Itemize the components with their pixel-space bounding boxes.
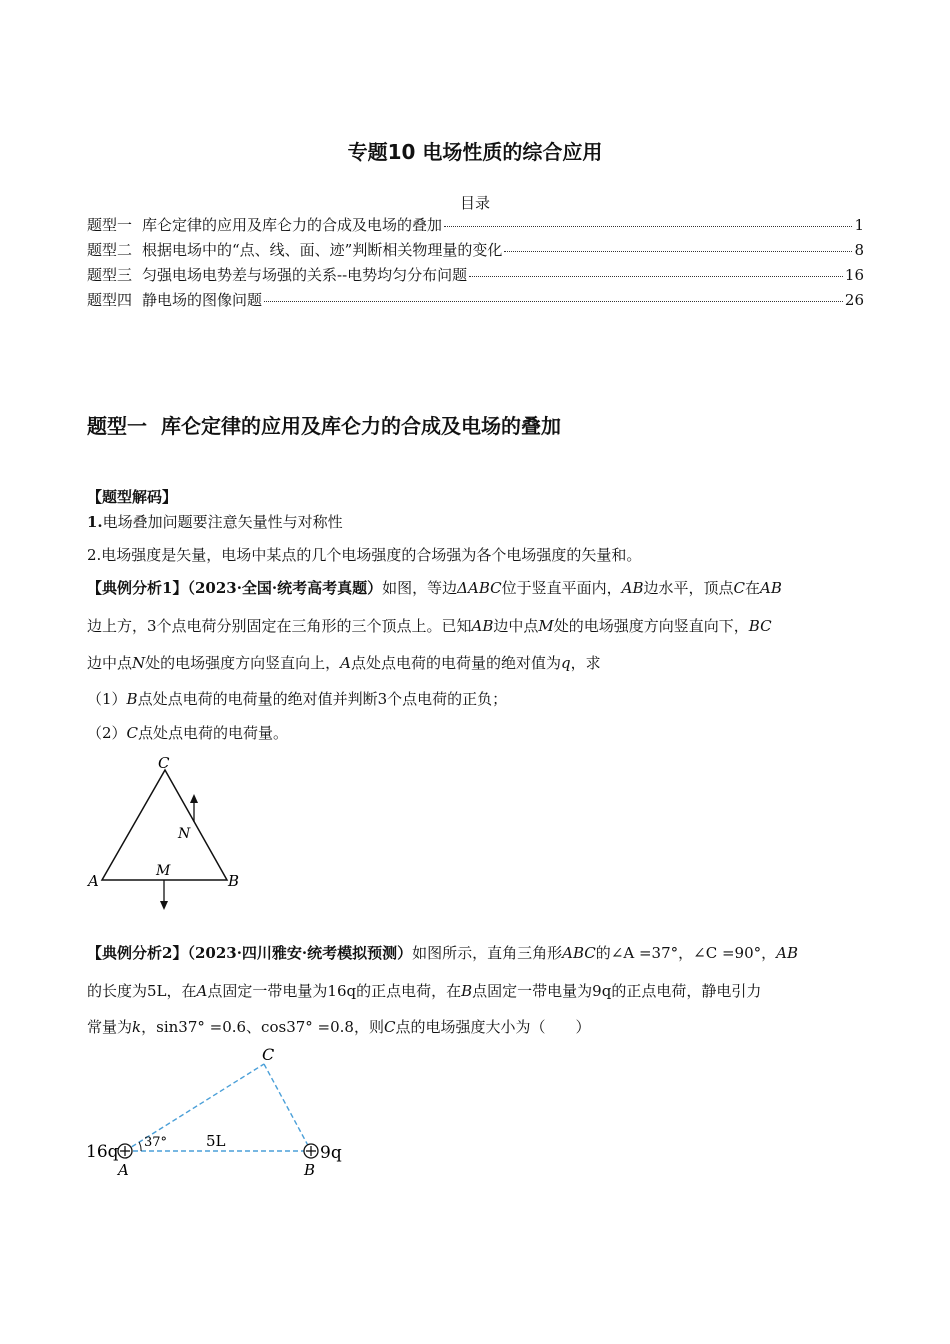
document-title: 专题10 电场性质的综合应用 <box>347 140 603 164</box>
toc-item[interactable] <box>87 264 864 289</box>
toc-leader <box>469 276 843 277</box>
toc-item-title: 根据电场中的“点、线、面、迹”判断相关物理量的变化 <box>142 241 503 259</box>
toc-leader <box>264 301 843 302</box>
angle-arc <box>139 1142 141 1151</box>
toc-item-type: 题型四 <box>87 291 133 309</box>
toc-item[interactable] <box>87 289 864 314</box>
decode-point-2: 2.电场强度是矢量，电场中某点的几个电场强度的合场强为各个电场强度的矢量和。 <box>87 546 642 564</box>
triangle-figure-1 <box>80 748 250 918</box>
toc-item[interactable] <box>87 239 864 264</box>
example2-line-1: 【典例分析2】（2023·四川雅安·统考模拟预测）如图所示，直角三角形ABC的∠A =37°，∠C =90°，AB <box>87 944 798 962</box>
toc-item[interactable] <box>87 214 864 239</box>
example1-line-3: 边中点N处的电场强度方向竖直向上，A点处点电荷的电荷量的绝对值为q，求 <box>87 654 601 672</box>
arrow-head-up <box>190 794 198 803</box>
toc-item-title: 库仑定律的应用及库仑力的合成及电场的叠加 <box>142 216 443 234</box>
point-label-m: M <box>156 863 171 879</box>
toc-item-page: 26 <box>844 291 864 309</box>
decode-heading: 【题型解码】 <box>87 488 178 506</box>
toc-item-title: 静电场的图像问题 <box>142 291 263 309</box>
section-title: 题型一 库仑定律的应用及库仑力的合成及电场的叠加 <box>87 414 561 438</box>
example1-question-2: （2）C点处点电荷的电荷量。 <box>87 724 289 742</box>
toc-item-type: 题型三 <box>87 266 133 284</box>
vertex-label-b: B <box>228 872 240 890</box>
side-cb <box>264 1064 311 1151</box>
example1-question-1: （1）B点处点电荷的电荷量的绝对值并判断3个点电荷的正负； <box>87 690 508 708</box>
toc-item-title: 匀强电场电势差与场强的关系--电势均匀分布问题 <box>142 266 468 284</box>
vertex-label-b: B <box>304 1161 316 1179</box>
vertex-label-c: C <box>158 754 170 772</box>
decode-point-1: 1.电场叠加问题要注意矢量性与对称性 <box>87 513 343 531</box>
toc-item-page: 16 <box>844 266 864 284</box>
example2-line-2: 的长度为5L，在A点固定一带电量为16q的正点电荷，在B点固定一带电量为9q的正点电荷，静电引力 <box>87 982 762 1000</box>
angle-label: 37° <box>144 1135 168 1150</box>
toc-heading: 目录 <box>459 194 490 212</box>
toc-item-page: 8 <box>854 241 864 259</box>
toc-item-type: 题型一 <box>87 216 133 234</box>
example1-line-2: 边上方，3个点电荷分别固定在三角形的三个顶点上。已知AB边中点M处的电场强度方向竖直向下，BC <box>87 617 772 635</box>
charge-label-a: 16q <box>86 1142 119 1162</box>
toc-item-type: 题型二 <box>87 241 133 259</box>
length-label: 5L <box>206 1132 226 1150</box>
triangle-figure-2 <box>80 1040 360 1180</box>
example2-line-3: 常量为k，sin37° =0.6、cos37° =0.8，则C点的电场强度大小为（ ） <box>87 1018 591 1036</box>
table-of-contents <box>87 214 864 314</box>
arrow-head-down <box>160 901 168 910</box>
vertex-label-a: A <box>88 872 99 890</box>
vertex-label-c: C <box>262 1045 275 1064</box>
vertex-label-a: A <box>118 1161 129 1179</box>
point-label-n: N <box>178 826 191 842</box>
toc-leader <box>504 251 852 252</box>
example1-line-1: 【典例分析1】（2023·全国·统考高考真题）如图，等边ΔABC位于竖直平面内，AB边水平，顶点C在AB <box>87 579 782 597</box>
charge-label-b: 9q <box>320 1143 342 1163</box>
toc-item-page: 1 <box>854 216 864 234</box>
toc-leader <box>444 226 852 227</box>
